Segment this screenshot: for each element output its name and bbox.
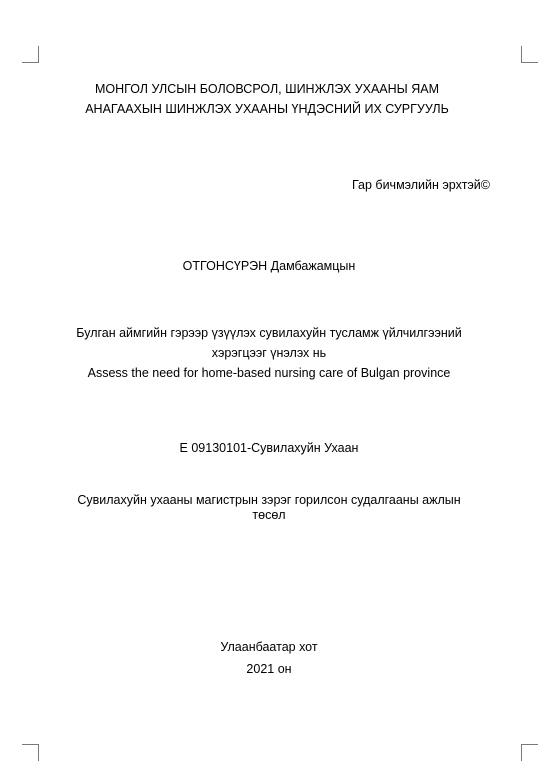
university-name: АНАГААХЫН ШИНЖЛЭХ УХААНЫ ҮНДЭСНИЙ ИХ СУРГУУЛЬ [85,102,449,116]
author-name: ОТГОНСҮРЭН Дамбажамцын [182,259,356,273]
copyright-note: Гар бичмэлийн эрхтэй© [351,178,490,192]
corner-crop-mark-top-right [521,46,538,63]
corner-crop-mark-top-left [22,46,39,63]
city: Улаанбаатар хот [220,640,318,654]
year: 2021 он [246,662,292,676]
thesis-title-mn-line-1: Булган аймгийн гэрээр үзүүлэх сувилахуйн тусламж үйлчилгээний [76,326,462,340]
corner-crop-mark-bottom-left [22,744,39,761]
specialty-code: Е 09130101-Сувилахуйн Ухаан [179,441,359,455]
ministry-name: МОНГОЛ УЛСЫН БОЛОВСРОЛ, ШИНЖЛЭХ УХААНЫ ЯАМ [94,82,439,96]
degree-statement-line-1: Сувилахуйн ухааны магистрын зэрэг горилсон судалгааны ажлын [77,493,461,507]
corner-crop-mark-bottom-right [521,744,538,761]
thesis-title-mn-line-2: хэрэгцээг үнэлэх нь [211,346,327,360]
thesis-title-en: Assess the need for home-based nursing care of Bulgan province [87,366,451,380]
degree-statement-line-2: төсөл [252,508,286,522]
